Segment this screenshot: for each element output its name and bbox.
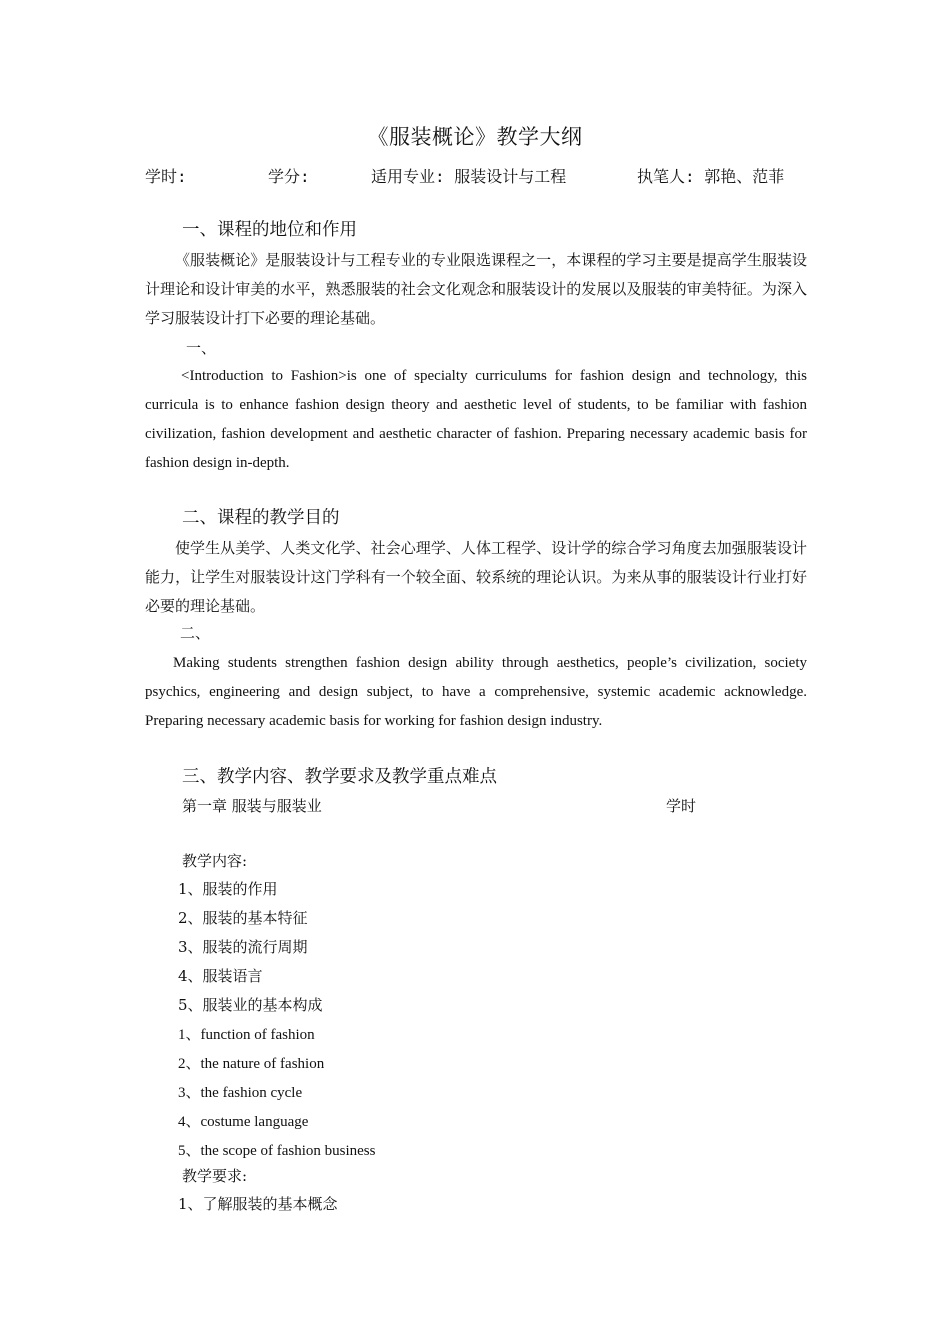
section2-heading: 二、课程的教学目的 (182, 508, 340, 528)
list-item: 3、the fashion cycle (178, 1085, 303, 1101)
section1-en-paragraph: <Introduction to Fashion>is one of specialty curriculums for fashion design and technology, this curricula is to enhance fashion design theory and aesthetic level of students, to be familiar with fashion civilization, fashion development and aesthetic character of fashion. Preparing necessary academic basis for fashion design in-depth. (145, 368, 807, 471)
list-item: 2、服装的基本特征 (178, 909, 308, 927)
chapter-hours: 学时 (666, 797, 697, 815)
section2-en-paragraph: Making students strengthen fashion design ability through aesthetics, people’s civilization, society psychics, engineering and design subject, to have a comprehensive, systemic academic acknowledge. Preparing necessary academic basis for working for fashion design industry. (145, 655, 807, 729)
list-item: 4、costume language (178, 1114, 309, 1130)
section1-heading: 一、课程的地位和作用 (182, 220, 357, 240)
hours-label: 学时: (145, 167, 187, 186)
list-item: 5、服装业的基本构成 (178, 996, 323, 1014)
section1-zh-paragraph: 《服装概论》是服装设计与工程专业的专业限选课程之一，本课程的学习主要是提高学生服装设计理论和设计审美的水平，熟悉服装的社会文化观念和服装设计的发展以及服装的审美特征。为深入学习服装设计打下必要的理论基础。 (145, 251, 807, 327)
major-label: 适用专业: 服装设计与工程 (371, 167, 567, 186)
section1-en-marker: 一、 (186, 339, 217, 357)
chapter-title: 第一章 服装与服装业 (182, 797, 322, 815)
list-item: 1、服装的作用 (178, 880, 278, 898)
list-item: 2、the nature of fashion (178, 1056, 325, 1072)
list-item: 3、服装的流行周期 (178, 938, 308, 956)
author-label: 执笔人: 郭艳、范菲 (637, 167, 785, 186)
list-item: 1、function of fashion (178, 1027, 315, 1043)
course-meta (145, 164, 807, 188)
content-label: 教学内容: (182, 852, 248, 870)
section2-en-marker: 二、 (180, 624, 211, 642)
credits-label: 学分: (268, 167, 310, 186)
section2-zh-paragraph: 使学生从美学、人类文化学、社会心理学、人体工程学、设计学的综合学习角度去加强服装设计能力，让学生对服装设计这门学科有一个较全面、较系统的理论认识。为来从事的服装设计行业打好必要的理论基础。 (145, 539, 807, 615)
requirement-item: 1、了解服装的基本概念 (178, 1195, 338, 1213)
list-item: 4、服装语言 (178, 967, 263, 985)
list-item: 5、the scope of fashion business (178, 1143, 376, 1159)
section3-heading: 三、教学内容、教学要求及教学重点难点 (182, 767, 497, 787)
requirements-label: 教学要求: (182, 1167, 248, 1185)
document-title: 《服装概论》教学大纲 (367, 125, 583, 149)
